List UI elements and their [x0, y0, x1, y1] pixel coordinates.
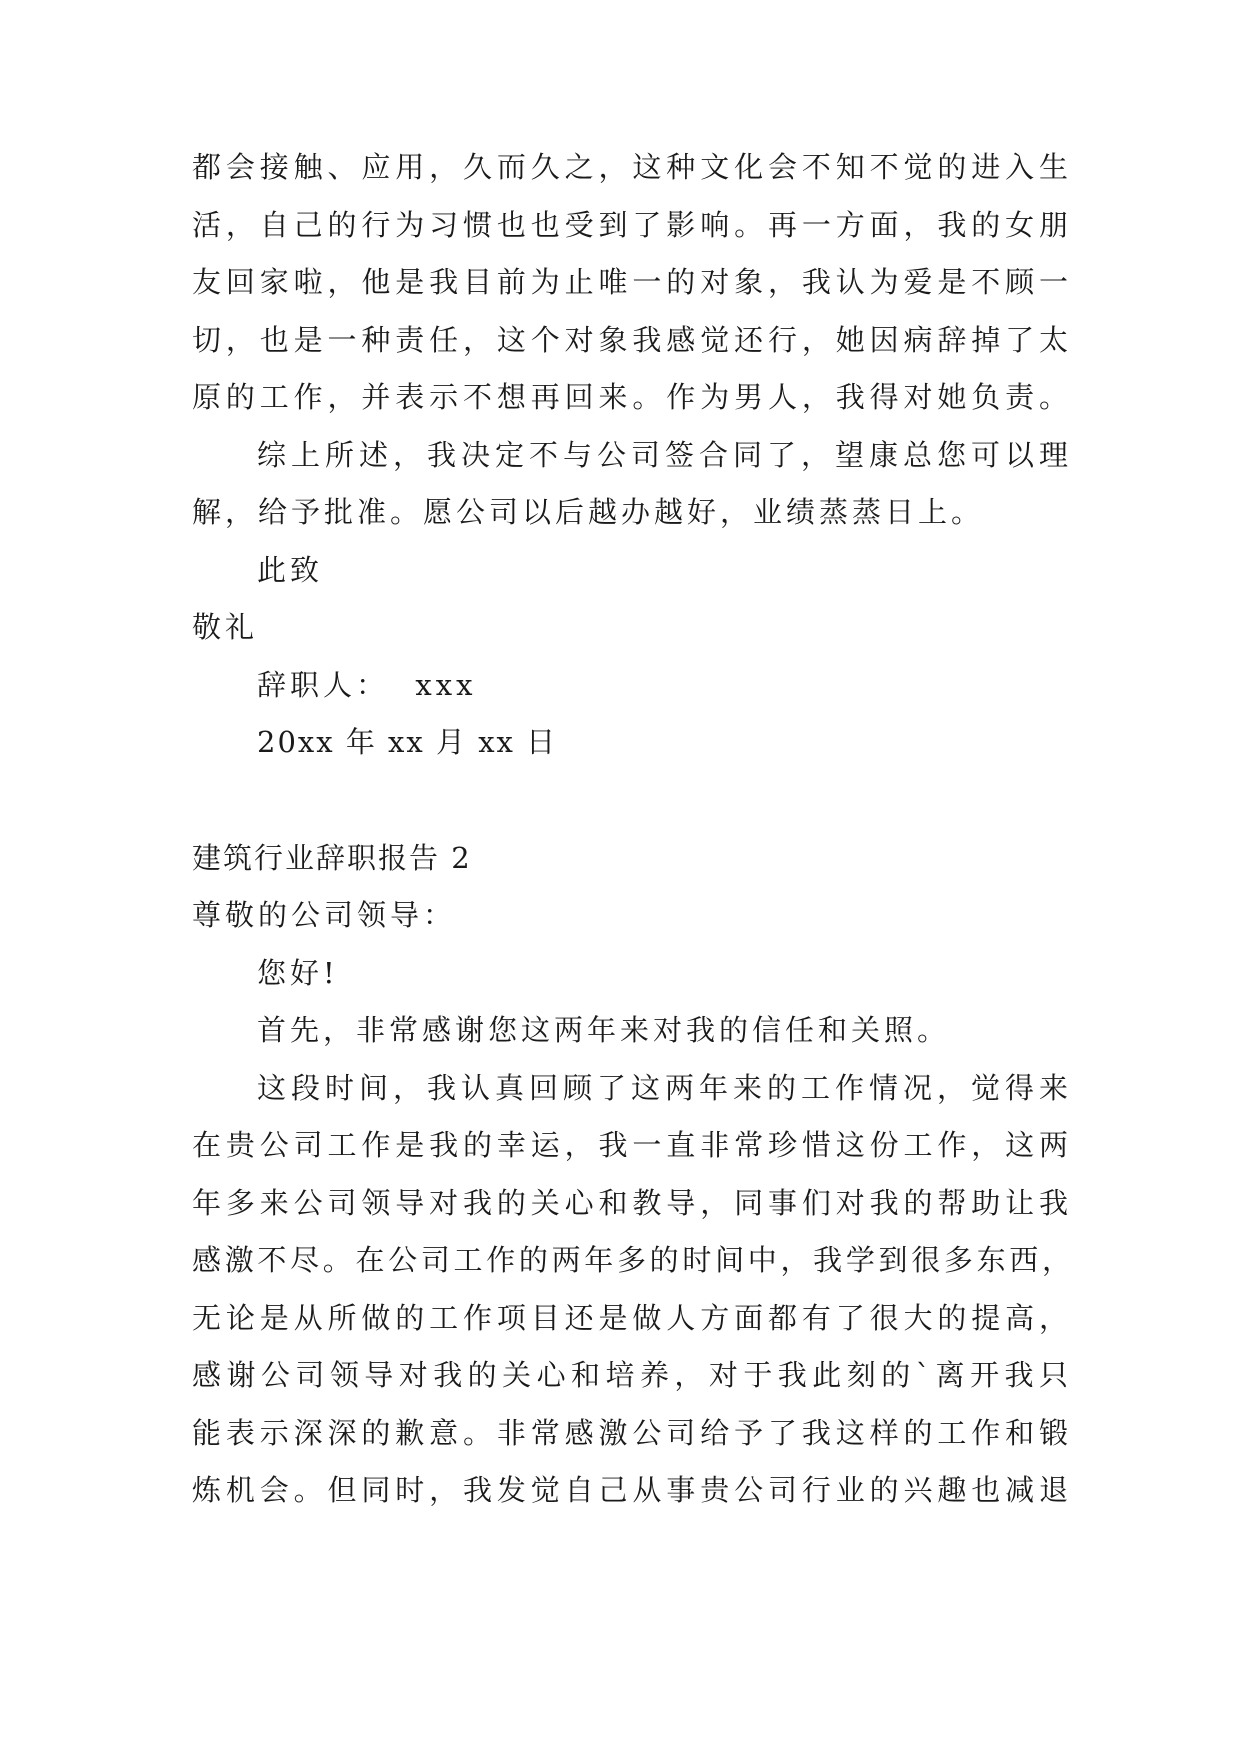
body-text-line: 综上所述，我决定不与公司签合同了，望康总您可以理 — [257, 438, 1072, 472]
body-text-line: 这段时间，我认真回顾了这两年来的工作情况，觉得来 — [257, 1071, 1072, 1105]
body-text-line: 原的工作，并表示不想再回来。作为男人，我得对她负责。 — [192, 380, 1072, 414]
closing-phrase: 此致 — [257, 553, 324, 587]
closing-regards: 敬礼 — [192, 610, 259, 644]
signer: 辞职人： xxx — [257, 668, 477, 702]
body-text-line: 在贵公司工作是我的幸运，我一直非常珍惜这份工作，这两 — [192, 1128, 1072, 1162]
body-text-line: 解，给予批准。愿公司以后越办越好，业绩蒸蒸日上。 — [192, 495, 985, 529]
body-text-line: 感谢公司领导对我的关心和培养，对于我此刻的`离开我只 — [192, 1358, 1072, 1392]
greeting: 您好! — [257, 956, 339, 990]
body-text-line: 友回家啦，他是我目前为止唯一的对象，我认为爱是不顾一 — [192, 265, 1072, 299]
body-text-line: 活，自己的行为习惯也也受到了影响。再一方面，我的女朋 — [192, 208, 1072, 242]
section-title: 建筑行业辞职报告 2 — [192, 841, 472, 875]
date: 20xx 年 xx 月 xx 日 — [257, 725, 558, 759]
body-text-line: 无论是从所做的工作项目还是做人方面都有了很大的提高， — [192, 1301, 1072, 1335]
body-text-line: 年多来公司领导对我的关心和教导，同事们对我的帮助让我 — [192, 1186, 1072, 1220]
body-text-line: 炼机会。但同时，我发觉自己从事贵公司行业的兴趣也减退 — [192, 1473, 1072, 1507]
body-text-line: 能表示深深的歉意。非常感激公司给予了我这样的工作和锻 — [192, 1416, 1072, 1450]
salutation: 尊敬的公司领导： — [192, 898, 457, 932]
body-text-line: 感激不尽。在公司工作的两年多的时间中，我学到很多东西， — [192, 1243, 1072, 1277]
body-text-line: 切，也是一种责任，这个对象我感觉还行，她因病辞掉了太 — [192, 323, 1072, 357]
body-text-line: 首先，非常感谢您这两年来对我的信任和关照。 — [257, 1013, 951, 1047]
body-text-line: 都会接触、应用，久而久之，这种文化会不知不觉的进入生 — [192, 150, 1072, 184]
